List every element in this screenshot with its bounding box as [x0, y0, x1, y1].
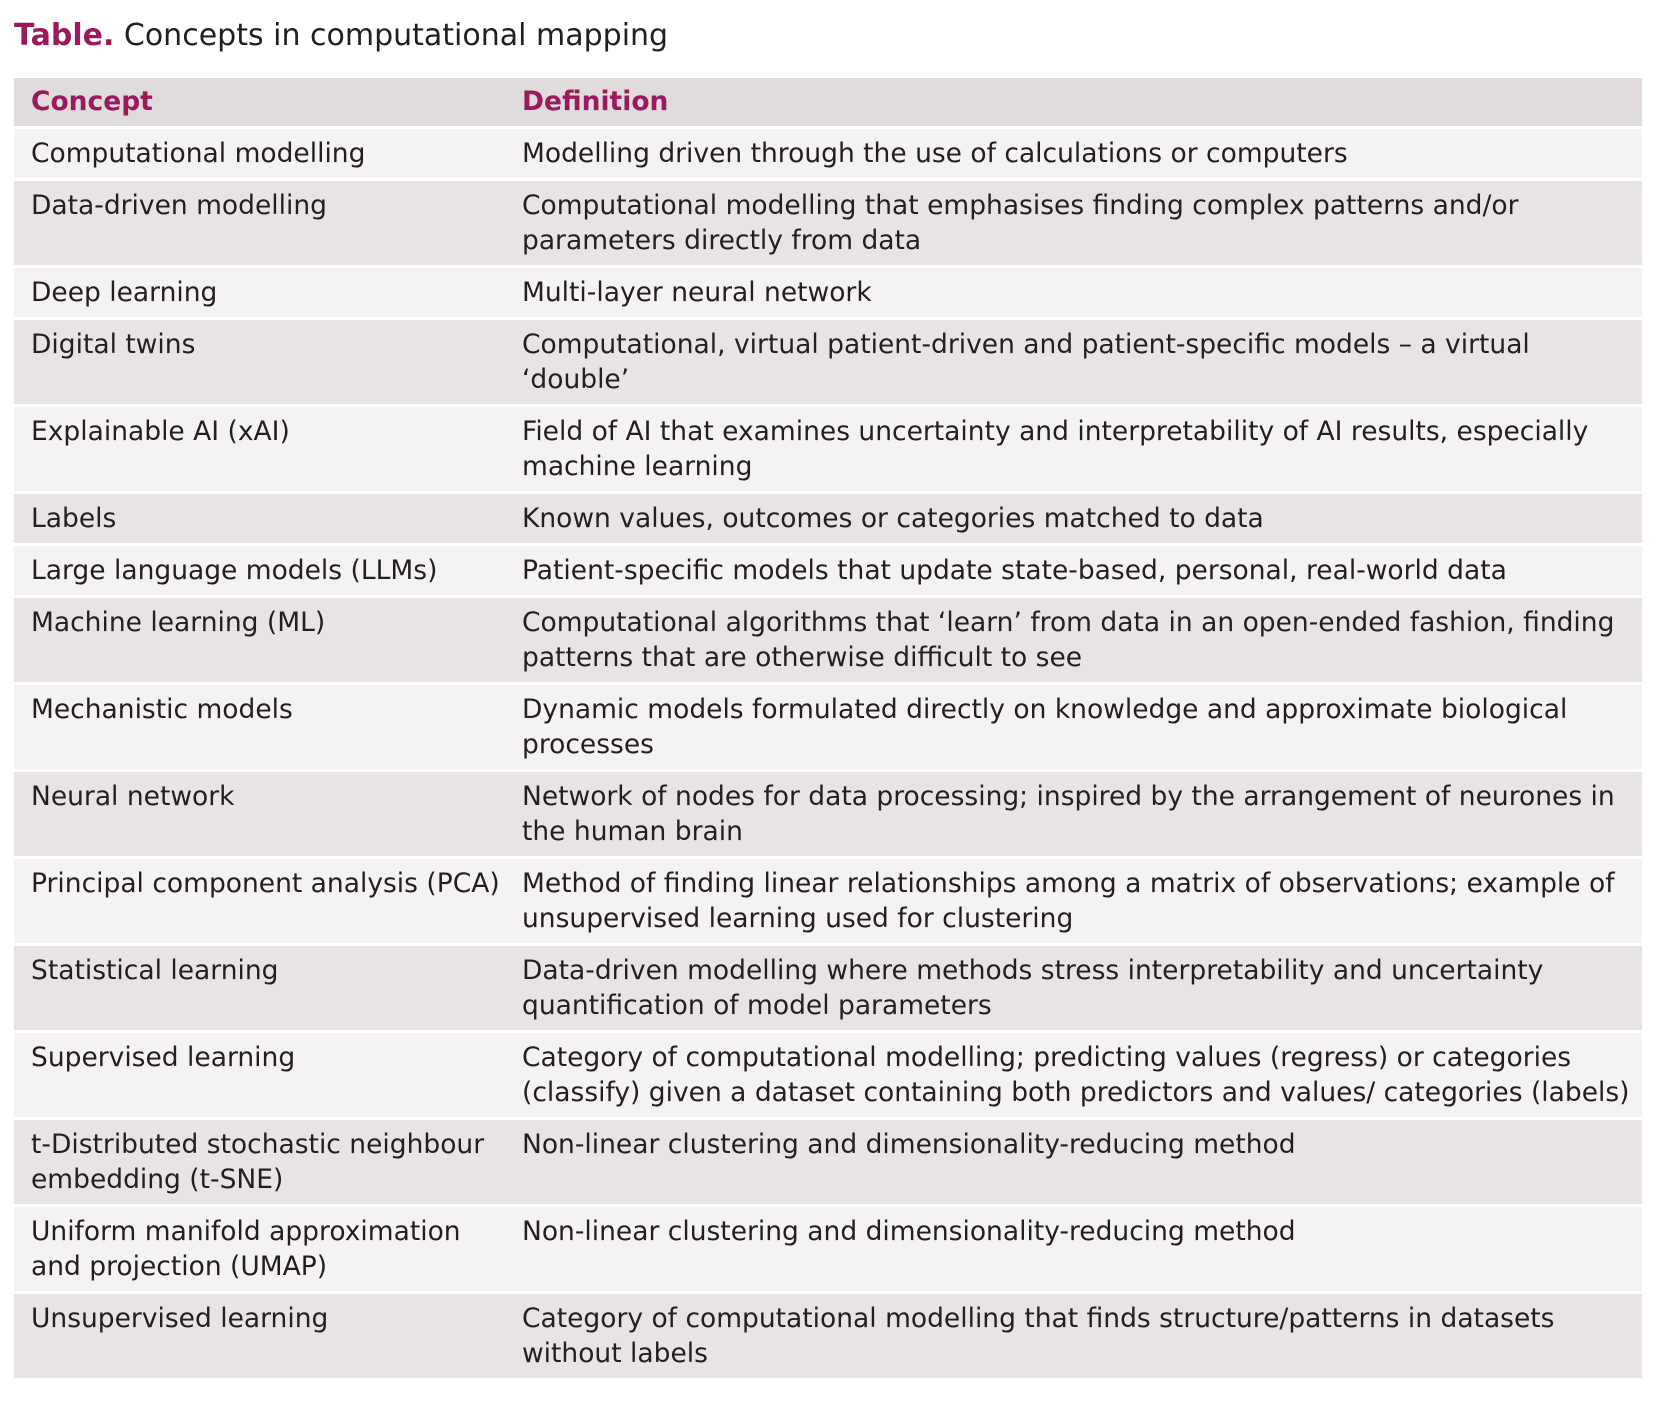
definition-cell: Method of finding linear relationships among a matrix of observations; example of unsupervised learning used for clustering: [522, 868, 1615, 934]
table-row: [14, 1030, 1642, 1117]
table-caption: [14, 16, 668, 56]
concept-cell: Neural network: [31, 781, 235, 812]
concept-cell: Labels: [31, 503, 117, 534]
header-concept: Concept: [31, 86, 153, 117]
table-row: [14, 1117, 1642, 1204]
definition-cell: Non-linear clustering and dimensionality-reducing method: [522, 1216, 1296, 1247]
concept-cell: Machine learning (ML): [31, 607, 326, 638]
definition-cell: Data-driven modelling where methods stress interpretability and uncertainty quantification of model parameters: [522, 955, 1544, 1021]
table-row: [14, 543, 1642, 595]
definition-cell: Network of nodes for data processing; inspired by the arrangement of neurones in the human brain: [522, 781, 1615, 847]
caption-label: Table.: [14, 18, 115, 53]
concept-cell: Data-driven modelling: [31, 190, 327, 221]
table-row: [14, 1291, 1642, 1378]
concept-cell: Large language models (LLMs): [31, 555, 438, 586]
definition-cell: Multi-layer neural network: [522, 277, 872, 308]
definition-cell: Patient-specific models that update state-based, personal, real-world data: [522, 555, 1507, 586]
concept-cell: Uniform manifold approximation and projection (UMAP): [31, 1216, 461, 1282]
concept-cell: t-Distributed stochastic neighbour embedding (t-SNE): [31, 1129, 485, 1195]
table-row: [14, 682, 1642, 769]
concept-cell: Deep learning: [31, 277, 218, 308]
definition-cell: Modelling driven through the use of calculations or computers: [522, 138, 1348, 169]
table-row: [14, 595, 1642, 682]
table-row: [14, 404, 1642, 491]
definition-cell: Field of AI that examines uncertainty and interpretability of AI results, especially machine learning: [522, 416, 1589, 482]
caption-title: Concepts in computational mapping: [114, 18, 669, 53]
definition-cell: Computational modelling that emphasises finding complex patterns and/or parameters directly from data: [522, 190, 1519, 256]
table-row: [14, 317, 1642, 404]
table-row: [14, 943, 1642, 1030]
table-row: [14, 126, 1642, 178]
table-row: [14, 265, 1642, 317]
concept-cell: Digital twins: [31, 329, 196, 360]
concept-cell: Unsupervised learning: [31, 1303, 329, 1334]
definition-cell: Computational, virtual patient-driven and patient-specific models – a virtual ‘double’: [522, 329, 1530, 395]
definition-cell: Category of computational modelling that finds structure/patterns in datasets without labels: [522, 1303, 1555, 1369]
table-row: [14, 178, 1642, 265]
table-row: [14, 1204, 1642, 1291]
concepts-table: [14, 78, 1642, 1378]
concept-cell: Supervised learning: [31, 1042, 296, 1073]
table-row: [14, 491, 1642, 543]
definition-cell: Non-linear clustering and dimensionality-reducing method: [522, 1129, 1296, 1160]
concept-cell: Statistical learning: [31, 955, 279, 986]
definition-cell: Known values, outcomes or categories matched to data: [522, 503, 1264, 534]
definition-cell: Computational algorithms that ‘learn’ from data in an open-ended fashion, finding patterns that are otherwise difficult to see: [522, 607, 1615, 673]
table-header-row: [14, 78, 1642, 126]
header-definition: Definition: [522, 86, 669, 117]
table-row: [14, 769, 1642, 856]
table-row: [14, 856, 1642, 943]
definition-cell: Dynamic models formulated directly on knowledge and approximate biological processes: [522, 694, 1568, 760]
definition-cell: Category of computational modelling; predicting values (regress) or categories (classify) given a dataset containing both predictors and values/ categories (labels): [522, 1042, 1630, 1108]
concept-cell: Explainable AI (xAI): [31, 416, 290, 447]
concept-cell: Principal component analysis (PCA): [31, 868, 500, 899]
concept-cell: Mechanistic models: [31, 694, 293, 725]
concept-cell: Computational modelling: [31, 138, 366, 169]
